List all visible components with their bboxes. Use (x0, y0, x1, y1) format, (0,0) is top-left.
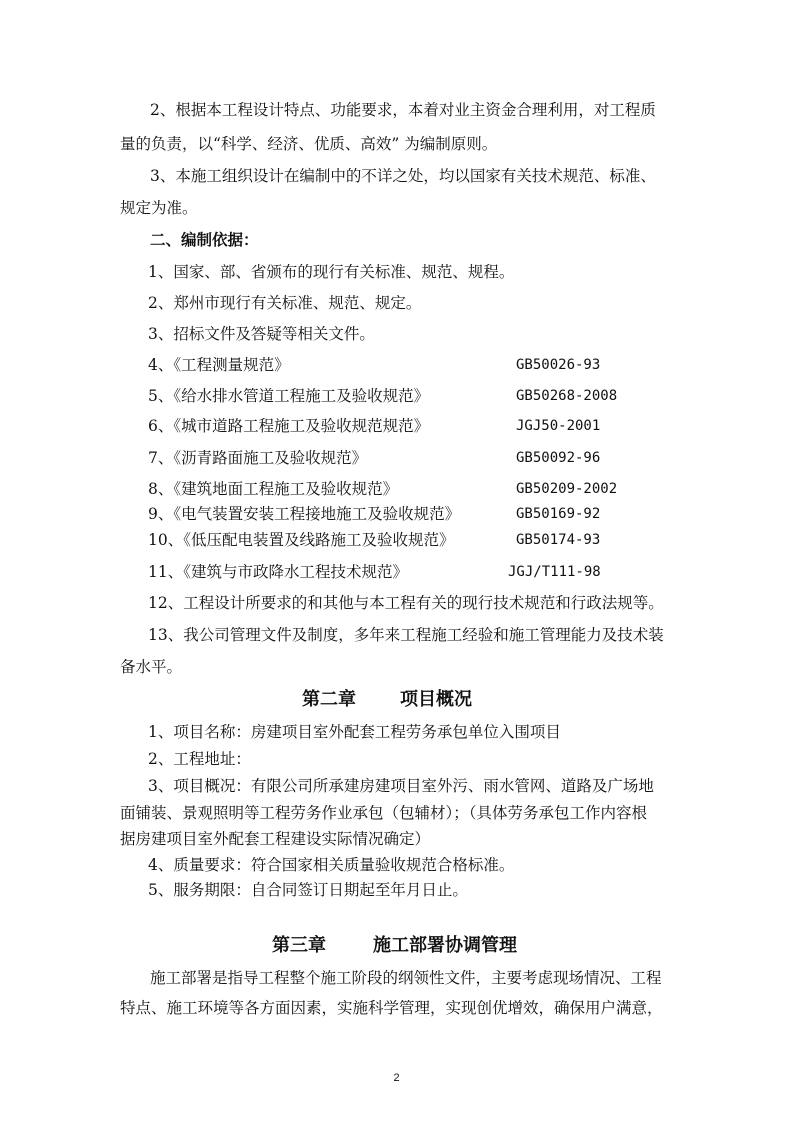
basis-item-13-line-1: 13、我公司管理文件及制度，多年来工程施工经验和施工管理能力及技术装 (148, 626, 664, 644)
chapter-3-para-line-1: 施工部署是指导工程整个施工阶段的纲领性文件，主要考虑现场情况、工程 (150, 969, 662, 987)
basis-item-12: 12、工程设计所要求的和其他与本工程有关的现行技术规范和行政法规等。 (148, 594, 664, 612)
basis-item-9-code: GB50169-92 (516, 506, 601, 522)
basis-item-7: 7、《沥青路面施工及验收规范》 (148, 449, 368, 467)
basis-item-11: 11、《建筑与市政降水工程技术规范》 (148, 563, 408, 581)
principle-3-line-2: 规定为准。 (120, 199, 198, 217)
chapter-2-item-address: 2、工程地址： (148, 750, 251, 768)
chapter-3-para-line-2: 特点、施工环境等各方面因素，实施科学管理，实现创优增效，确保用户满意， (120, 999, 663, 1017)
chapter-2-overview-line-2: 面铺装、景观照明等工程劳务作业承包（包辅材）；（具体劳务承包工作内容根 (120, 804, 648, 822)
chapter-2-title: 项目概况 (400, 689, 472, 710)
basis-item-11-code: JGJ/T111-98 (508, 564, 601, 580)
chapter-2-number: 第二章 (302, 689, 356, 710)
principle-2-line-1: 2、根据本工程设计特点、功能要求，本着对业主资金合理利用，对工程质 (150, 101, 656, 119)
page-number: 2 (393, 1072, 400, 1084)
chapter-2-overview-line-3: 据房建项目室外配套工程建设实际情况确定） (120, 830, 431, 848)
basis-item-9: 9、《电气装置安装工程接地施工及验收规范》 (148, 505, 461, 523)
basis-item-10-code: GB50174-93 (516, 532, 601, 548)
chapter-2-overview-line-1: 3、项目概况：有限公司所承建房建项目室外污、雨水管网、道路及广场地 (148, 777, 654, 795)
basis-item-3: 3、招标文件及答疑等相关文件。 (148, 325, 375, 343)
basis-item-1: 1、国家、部、省颁布的现行有关标准、规范、规程。 (148, 263, 515, 281)
basis-item-6: 6、《城市道路工程施工及验收规范规范》 (148, 417, 430, 435)
basis-item-5-code: GB50268-2008 (516, 388, 618, 404)
chapter-2-item-quality: 4、质量要求：符合国家相关质量验收规范合格标准。 (148, 856, 515, 874)
chapter-2-item-period: 5、服务期限：自合同签订日期起至年月日止。 (148, 881, 468, 899)
basis-item-5: 5、《给水排水管道工程施工及验收规范》 (148, 387, 430, 405)
basis-item-4: 4、《工程测量规范》 (148, 356, 290, 374)
basis-item-2: 2、郑州市现行有关标准、规范、规定。 (148, 294, 422, 312)
basis-heading: 二、编制依据： (150, 231, 259, 249)
chapter-3-number: 第三章 (272, 935, 326, 956)
basis-item-8-code: GB50209-2002 (516, 481, 618, 497)
chapter-3-title: 施工部署协调管理 (373, 935, 517, 956)
basis-item-8: 8、《建筑地面工程施工及验收规范》 (148, 480, 399, 498)
basis-item-7-code: GB50092-96 (516, 450, 601, 466)
principle-3-line-1: 3、本施工组织设计在编制中的不详之处，均以国家有关技术规范、标准、 (150, 167, 656, 185)
principle-2-line-2: 量的负责，以“科学、经济、优质、高效” 为编制原则。 (120, 135, 498, 153)
basis-item-6-code: JGJ50-2001 (516, 418, 601, 434)
basis-item-10: 10、《低压配电装置及线路施工及验收规范》 (148, 531, 455, 549)
basis-item-4-code: GB50026-93 (516, 357, 601, 373)
chapter-2-item-name: 1、项目名称：房建项目室外配套工程劳务承包单位入围项目 (148, 723, 561, 741)
basis-item-13-line-2: 备水平。 (120, 658, 183, 676)
